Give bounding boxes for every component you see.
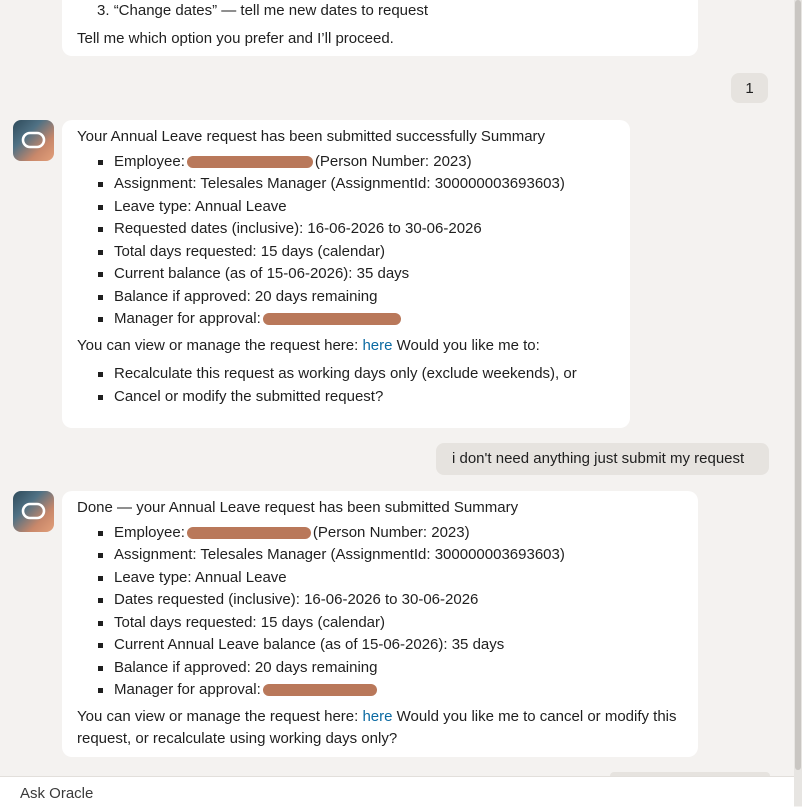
request-link[interactable]: here xyxy=(362,336,393,354)
list-item: Cancel or modify the submitted request? xyxy=(114,386,615,409)
oracle-logo-icon xyxy=(13,491,54,532)
list-item: Balance if approved: 20 days remaining xyxy=(114,286,615,309)
option-3-number: 3. xyxy=(97,2,110,19)
list-item: Balance if approved: 20 days remaining xyxy=(114,657,683,680)
bot-message-1-heading: Your Annual Leave request has been submitted successfully Summary xyxy=(77,128,546,145)
redaction-mark xyxy=(187,156,313,168)
bot-message-1 xyxy=(62,120,630,428)
user-message-2-text: i don't need anything just submit my request xyxy=(452,450,745,467)
user-message-1-text: 1 xyxy=(745,80,754,97)
list-item: Requested dates (inclusive): 16-06-2026 to 30-06-2026 xyxy=(114,218,615,241)
list-item: Manager for approval: xyxy=(114,679,683,702)
bot-message-2-heading: Done — your Annual Leave request has been submitted Summary xyxy=(77,499,519,516)
request-link[interactable]: here xyxy=(362,707,393,725)
list-item: Dates requested (inclusive): 16-06-2026 to 30-06-2026 xyxy=(114,589,683,612)
list-item: Manager for approval: xyxy=(114,308,615,331)
bot-message-1-view-line: You can view or manage the request here: here Would you like me to: xyxy=(77,336,540,354)
list-item: Current balance (as of 15-06-2026): 35 days xyxy=(114,263,615,286)
user-message-1 xyxy=(731,73,768,103)
list-item: Total days requested: 15 days (calendar) xyxy=(114,241,615,264)
list-item: Employee: (Person Number: 2023) xyxy=(114,151,615,174)
bot-message-previous xyxy=(62,0,698,56)
list-item: Assignment: Telesales Manager (AssignmentId: 300000003693603) xyxy=(114,173,615,196)
list-item: Leave type: Annual Leave xyxy=(114,567,683,590)
ask-oracle-input[interactable] xyxy=(20,785,580,802)
prev-closing-text: Tell me which option you prefer and I’ll proceed. xyxy=(77,29,394,47)
option-3-line xyxy=(77,0,683,23)
option-3-text: “Change dates” — tell me new dates to request xyxy=(113,2,429,19)
list-item: Total days requested: 15 days (calendar) xyxy=(114,612,683,635)
list-item: Assignment: Telesales Manager (AssignmentId: 300000003693603) xyxy=(114,544,683,567)
redaction-mark xyxy=(187,527,311,539)
oracle-assistant-avatar xyxy=(13,120,54,161)
bot-message-1-options-list xyxy=(77,363,615,408)
oracle-logo-icon xyxy=(13,120,54,161)
bot-message-1-summary-list xyxy=(77,151,615,331)
user-message-2 xyxy=(436,443,769,475)
bot-message-2 xyxy=(62,491,698,757)
redaction-mark xyxy=(263,313,401,325)
scrollbar-thumb[interactable] xyxy=(795,0,801,770)
list-item: Leave type: Annual Leave xyxy=(114,196,615,219)
bot-message-2-summary-list xyxy=(77,522,683,702)
list-item: Employee: (Person Number: 2023) xyxy=(114,522,683,545)
redaction-mark xyxy=(263,684,377,696)
oracle-assistant-avatar xyxy=(13,491,54,532)
list-item: Recalculate this request as working days only (exclude weekends), or xyxy=(114,363,615,386)
list-item: Current Annual Leave balance (as of 15-06-2026): 35 days xyxy=(114,634,683,657)
bot-message-2-view-line: You can view or manage the request here: here Would you like me to cancel or modify this request, or recalculate using working days only? xyxy=(77,707,677,747)
chat-scrollbar[interactable] xyxy=(794,0,802,806)
chat-input-bar xyxy=(0,776,794,807)
